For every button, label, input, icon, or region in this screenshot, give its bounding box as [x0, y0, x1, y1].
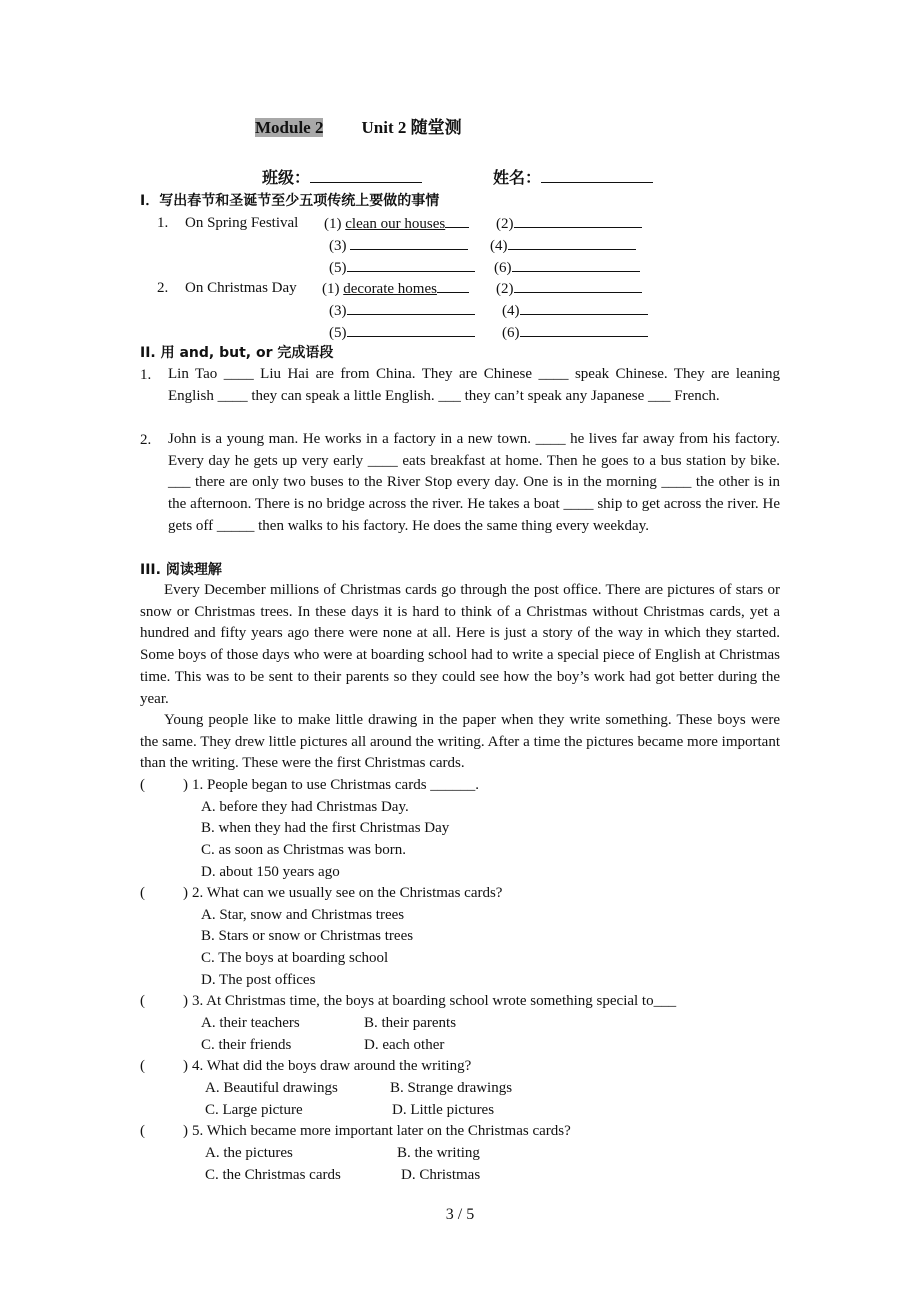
- passage2-number: 2.: [140, 432, 152, 448]
- q5-option-c: C. the Christmas cards: [205, 1167, 341, 1183]
- question-2: ( ) 2. What can we usually see on the Christmas cards?: [140, 885, 503, 901]
- item2-label: On Christmas Day: [185, 280, 297, 296]
- item1-slot1: (1) clean our houses: [324, 213, 469, 234]
- q5-option-b: B. the writing: [397, 1145, 480, 1161]
- passage1-text: Lin Tao ____ Liu Hai are from China. They are Chinese ____ speak Chinese. They are leaning English ____ they can speak a little English. ___ they can’t speak any Japanese ___ French.: [168, 366, 780, 404]
- item2-number: 2.: [157, 280, 169, 296]
- q5-option-a: A. the pictures: [205, 1145, 293, 1161]
- name-field: [493, 168, 653, 188]
- reading-paragraph-2: Young people like to make little drawing in the paper when they write something. These boys were the same. They drew little pictures all around the writing. After a time the pictures became more important than the writing. These were the first Christmas cards.: [140, 712, 780, 772]
- q3-option-d: D. each other: [364, 1037, 445, 1053]
- item1-answer1: clean our houses: [345, 216, 446, 232]
- item2-slot4: (4): [502, 300, 648, 321]
- q2-option-a: A. Star, snow and Christmas trees: [201, 907, 405, 923]
- q3-option-a: A. their teachers: [201, 1015, 300, 1031]
- page-title: [255, 118, 462, 138]
- item1-number: 1.: [157, 215, 169, 231]
- q4-option-c: C. Large picture: [205, 1102, 303, 1118]
- q5-option-d: D. Christmas: [401, 1167, 481, 1183]
- section3-heading: III. 阅读理解: [140, 562, 222, 578]
- question-1: ( ) 1. People began to use Christmas cards ______.: [140, 777, 480, 793]
- unit-label: Unit 2 随堂测: [361, 118, 462, 137]
- item1-slot6: (6): [494, 257, 640, 278]
- q1-option-b: B. when they had the first Christmas Day: [201, 820, 450, 836]
- passage1-number: 1.: [140, 367, 152, 383]
- section1-heading: I．写出春节和圣诞节至少五项传统上要做的事情: [140, 193, 440, 209]
- page-number: 3 / 5: [445, 1206, 475, 1223]
- question-5: ( ) 5. Which became more important later on the Christmas cards?: [140, 1123, 571, 1139]
- question-3: ( ) 3. At Christmas time, the boys at boarding school wrote something special to___: [140, 993, 677, 1009]
- item2-slot3: (3): [329, 300, 475, 321]
- name-blank[interactable]: [541, 168, 653, 183]
- q3-option-c: C. their friends: [201, 1037, 292, 1053]
- q2-option-d: D. The post offices: [201, 972, 316, 988]
- item2-slot2: (2): [496, 278, 642, 299]
- item2-slot5: (5): [329, 322, 475, 343]
- class-blank[interactable]: [310, 168, 422, 183]
- passage2-text: John is a young man. He works in a factory in a new town. ____ he lives far away from his factory. Every day he gets up very early ____ eats breakfast at home. Then he goes to a bus station by bike. ___ there are only two buses to the River Stop every day. One is in the morning ____ the other is in the afternoon. There is no bridge across the river. He takes a boat ____ ship to get across the river. He gets off _____ then walks to his factory. He does the same thing every weekday.: [168, 431, 780, 534]
- q2-option-c: C. The boys at boarding school: [201, 950, 389, 966]
- item2-slot6: (6): [502, 322, 648, 343]
- reading-paragraph-1: Every December millions of Christmas cards go through the post office. There are pictures of stars or snow or Christmas trees. In these days it is hard to think of a Christmas without Christmas cards, yet a hundred and fifty years ago there were none at all. Here is just a story of the way in which they started. Some boys of those days who were at boarding school had to write a special piece of English at Christmas time. This was to be sent to their parents so they could see how the boy’s work had got better during the year.: [140, 582, 780, 707]
- q1-option-a: A. before they had Christmas Day.: [201, 799, 409, 815]
- item2-answer1: decorate homes: [343, 281, 437, 297]
- q4-option-a: A. Beautiful drawings: [205, 1080, 338, 1096]
- q3-option-b: B. their parents: [364, 1015, 457, 1031]
- q1-option-d: D. about 150 years ago: [201, 864, 340, 880]
- section2-heading: II. 用 and, but, or 完成语段: [140, 345, 334, 361]
- item1-slot5: (5): [329, 257, 475, 278]
- module-label: Module 2: [255, 118, 324, 137]
- q1-option-c: C. as soon as Christmas was born.: [201, 842, 406, 858]
- q4-option-b: B. Strange drawings: [390, 1080, 513, 1096]
- item2-slot1: (1) decorate homes: [322, 278, 469, 299]
- class-label: 班级：: [262, 168, 311, 187]
- q4-option-d: D. Little pictures: [392, 1102, 495, 1118]
- item1-slot4: (4): [490, 235, 636, 256]
- q2-option-b: B. Stars or snow or Christmas trees: [201, 928, 414, 944]
- class-field: [262, 168, 422, 188]
- name-label: 姓名：: [493, 168, 542, 187]
- item1-slot2: (2): [496, 213, 642, 234]
- item1-slot3: (3): [329, 235, 468, 256]
- question-4: ( ) 4. What did the boys draw around the writing?: [140, 1058, 472, 1074]
- item1-label: On Spring Festival: [185, 215, 299, 231]
